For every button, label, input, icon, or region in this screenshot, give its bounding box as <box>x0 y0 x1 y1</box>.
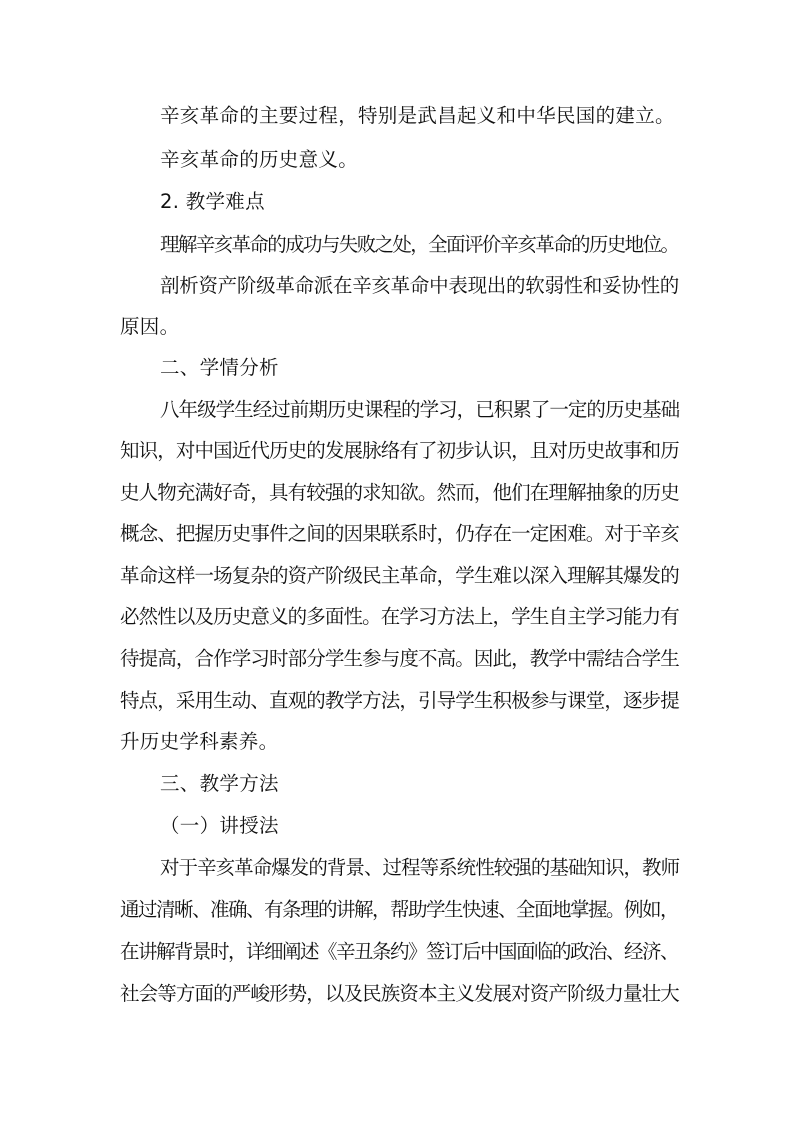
text-line: 八年级学生经过前期历史课程的学习，已积累了一定的历史基础 <box>160 398 680 421</box>
section-heading-teaching-methods: 三、教学方法 <box>160 772 279 795</box>
text-line: 社会等方面的严峻形势，以及民族资本主义发展对资产阶级力量壮大 <box>120 982 679 1005</box>
text-line: 辛亥革命的历史意义。 <box>160 148 359 171</box>
text-line: 特点，采用生动、直观的教学方法，引导学生积极参与课堂，逐步提 <box>120 689 679 712</box>
text-line: 剖析资产阶级革命派在辛亥革命中表现出的软弱性和妥协性的 <box>160 274 680 297</box>
text-line: 概念、把握历史事件之间的因果联系时，仍存在一定困难。对于辛亥 <box>120 522 679 545</box>
text-line: 待提高，合作学习时部分学生参与度不高。因此，教学中需结合学生 <box>120 647 679 670</box>
text-line: 原因。 <box>120 315 180 338</box>
subheading-teaching-difficulties: 2. 教学难点 <box>160 190 265 213</box>
text-line: 升历史学科素养。 <box>120 730 279 753</box>
text-line: 通过清晰、准确、有条理的讲解，帮助学生快速、全面地掌握。例如， <box>120 898 679 921</box>
subheading-lecture-method: （一）讲授法 <box>160 814 279 837</box>
text-line: 必然性以及历史意义的多面性。在学习方法上，学生自主学习能力有 <box>120 605 679 628</box>
section-heading-student-analysis: 二、学情分析 <box>160 356 279 379</box>
text-line: 在讲解背景时，详细阐述《辛丑条约》签订后中国面临的政治、经济、 <box>120 940 679 963</box>
text-line: 革命这样一场复杂的资产阶级民主革命，学生难以深入理解其爆发的 <box>120 564 679 587</box>
text-line: 辛亥革命的主要过程，特别是武昌起义和中华民国的建立。 <box>160 104 675 127</box>
text-line: 理解辛亥革命的成功与失败之处，全面评价辛亥革命的历史地位。 <box>160 233 679 256</box>
text-line: 知识，对中国近代历史的发展脉络有了初步认识，且对历史故事和历 <box>120 439 679 462</box>
text-line: 对于辛亥革命爆发的背景、过程等系统性较强的基础知识，教师 <box>160 856 680 879</box>
text-line: 史人物充满好奇，具有较强的求知欲。然而，他们在理解抽象的历史 <box>120 481 679 504</box>
